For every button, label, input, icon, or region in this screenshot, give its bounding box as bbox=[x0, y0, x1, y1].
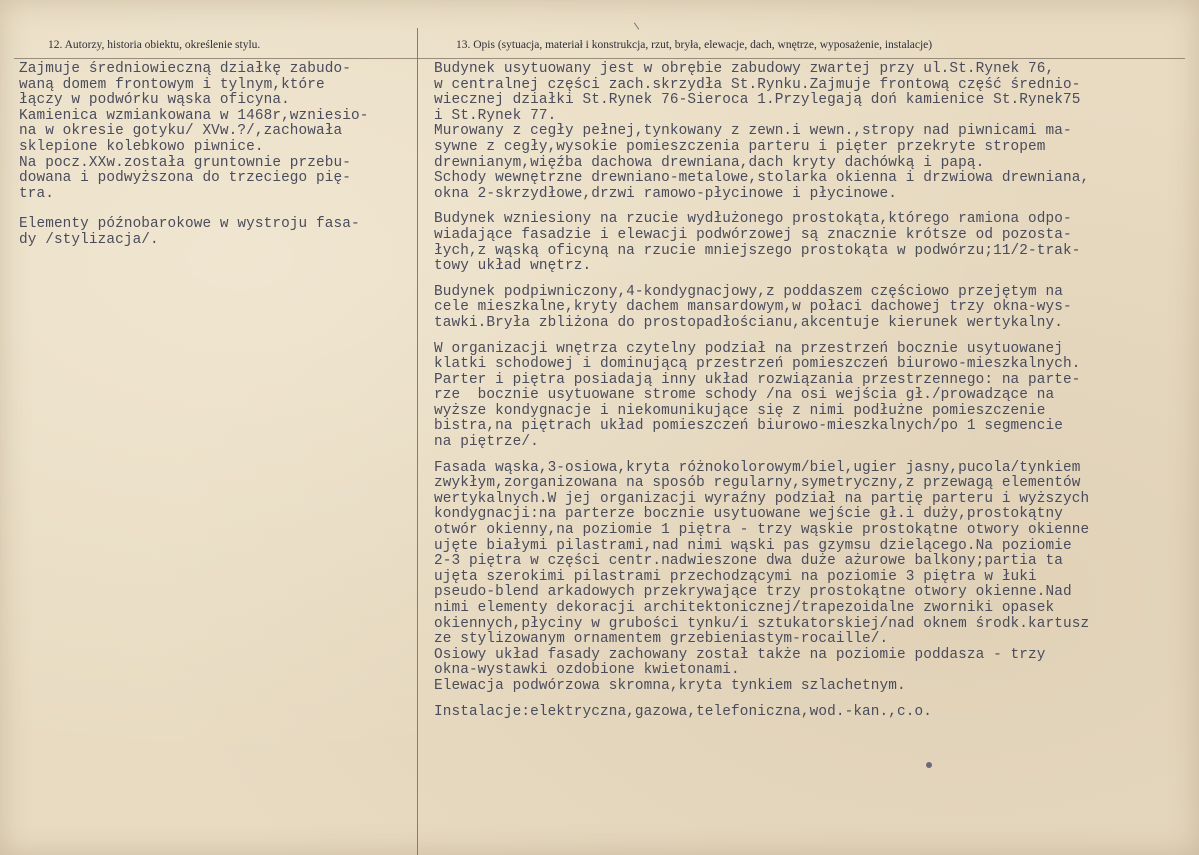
description-column bbox=[434, 62, 1189, 720]
paragraph-gap bbox=[434, 332, 1189, 342]
column-divider bbox=[417, 28, 418, 855]
text-line: i St.Rynek 77. bbox=[434, 107, 557, 124]
paragraph bbox=[434, 342, 1189, 451]
text-line: Na pocz.XXw.została gruntownie przebu- bbox=[19, 154, 351, 171]
text-line: Budynek wzniesiony na rzucie wydłużonego prostokąta,którego ramiona odpo- bbox=[434, 211, 1072, 228]
text-line: ze stylizowanym ornamentem grzebieniastym-rocaille/. bbox=[434, 631, 889, 648]
text-line: Kamienica wzmiankowana w 1468r,wzniesio- bbox=[19, 107, 369, 124]
text-line: Osiowy układ fasady zachowany został także na poziomie poddasza - trzy bbox=[434, 646, 1046, 663]
text-line: na w okresie gotyku/ XVw.?/,zachowała bbox=[19, 123, 343, 140]
text-line: towy układ wnętrz. bbox=[434, 258, 592, 275]
text-line: bistra,na piętrach układ pomieszczeń biurowo-mieszkalnych/po 1 segmencie bbox=[434, 418, 1063, 435]
ink-spot bbox=[926, 762, 932, 768]
text-line: cele mieszkalne,kryty dachem mansardowym,w połaci dachowej trzy okna-wys- bbox=[434, 299, 1072, 316]
text-line: wiadające fasadzie i elewacji podwórzowej są znacznie krótsze od pozosta- bbox=[434, 226, 1072, 243]
text-line: okiennych,płyciny w grubości tynku/i sztukatorskiej/nad oknem środk.kartusz bbox=[434, 615, 1090, 632]
text-line: ujęta szerokimi pilastrami przechodzącymi na poziomie 3 piętra w łuki bbox=[434, 568, 1037, 585]
header-rule bbox=[14, 58, 1185, 59]
section-13-title: 13. Opis (sytuacja, materiał i konstrukcja, rzut, bryła, elewacje, dach, wnętrze, wyposażenie, instalacje) bbox=[456, 39, 933, 51]
history-column bbox=[19, 62, 414, 249]
text-line: wiecznej działki St.Rynek 76-Sieroca 1.Przylegają doń kamienice St.Rynek75 bbox=[434, 92, 1081, 109]
text-line: Fasada wąska,3-osiowa,kryta różnokolorowym/biel,ugier jasny,pucola/tynkiem bbox=[434, 459, 1081, 476]
text-line: okna-wystawki ozdobione kwietonami. bbox=[434, 662, 740, 679]
text-line: dowana i podwyższona do trzeciego pię- bbox=[19, 170, 351, 187]
text-line: rze bocznie usytuowane strome schody /na osi wejścia gł./prowadzące na bbox=[434, 387, 1055, 404]
paragraph bbox=[434, 461, 1189, 695]
text-line: klatki schodowej i dominującą przestrzeń pomieszczeń biurowo-mieszkalnych. bbox=[434, 356, 1081, 373]
text-line: kondygnacji:na parterze bocznie usytuowane wejście gł.i duży,prostokątny bbox=[434, 506, 1063, 523]
section-12-title: 12. Autorzy, historia obiektu, określenie stylu. bbox=[48, 39, 261, 51]
text-line: zwykłym,zorganizowana na sposób regularny,symetryczny,z przewagą elementów bbox=[434, 475, 1081, 492]
text-line: na piętrze/. bbox=[434, 434, 539, 451]
text-line: dy /stylizacja/. bbox=[19, 231, 159, 248]
paragraph bbox=[434, 62, 1189, 202]
text-line: tra. bbox=[19, 185, 54, 202]
text-line: wyższe kondygnacje i niekomunikujące się z nimi podłużne pomieszczenie bbox=[434, 402, 1046, 419]
paragraph bbox=[19, 217, 414, 248]
paragraph bbox=[434, 212, 1189, 274]
text-line: tawki.Bryła zbliżona do prostopadłościanu,akcentuje kierunek wertykalny. bbox=[434, 314, 1063, 331]
text-line: otwór okienny,na poziomie 1 piętra - trzy wąskie prostokątne otwory okienne bbox=[434, 522, 1090, 539]
text-line: Murowany z cegły pełnej,tynkowany z zewn.i wewn.,stropy nad piwnicami ma- bbox=[434, 123, 1072, 140]
text-line: pseudo-blend arkadowych przekrywające trzy prostokątne otwory okienne.Nad bbox=[434, 584, 1072, 601]
text-line: nimi elementy dekoracji architektonicznej/trapezoidalne zworniki opasek bbox=[434, 600, 1055, 616]
text-line: ujęte białymi pilastrami,nad nimi wąski pas gzymsu dzielącego.Na poziomie bbox=[434, 537, 1072, 554]
text-line: w centralnej części zach.skrzydła St.Rynku.Zajmuje frontową część średnio- bbox=[434, 76, 1081, 93]
text-line: sywne z cegły,wysokie pomieszczenia parteru i pięter przekryte stropem bbox=[434, 138, 1046, 155]
text-line: waną domem frontowym i tylnym,które bbox=[19, 76, 325, 93]
text-line: wertykalnych.W jej organizacji wyraźny podział na partię parteru i wyższych bbox=[434, 490, 1090, 507]
text-line: Schody wewnętrzne drewniano-metalowe,stolarka okienna i drzwiowa drewniana, bbox=[434, 170, 1090, 187]
text-line: Instalacje:elektryczna,gazowa,telefoniczna,wod.-kan.,c.o. bbox=[434, 703, 932, 720]
text-line: Elementy późnobarokowe w wystroju fasa- bbox=[19, 216, 360, 233]
text-line: W organizacji wnętrza czytelny podział na przestrzeń bocznie usytuowanej bbox=[434, 340, 1063, 357]
text-line: Zajmuje średniowieczną działkę zabudo- bbox=[19, 61, 351, 77]
paragraph bbox=[434, 285, 1189, 332]
paragraph-gap bbox=[19, 202, 414, 217]
text-line: łych,z wąską oficyną na rzucie mniejszego prostokąta w podwórzu;11/2-trak- bbox=[434, 242, 1081, 259]
text-line: Parter i piętra posiadają inny układ rozwiązania przestrzennego: na parte- bbox=[434, 371, 1081, 388]
text-line: Budynek podpiwniczony,4-kondygnacjowy,z poddaszem częściowo przejętym na bbox=[434, 283, 1063, 300]
text-line: łączy w podwórku wąska oficyna. bbox=[19, 92, 290, 109]
paragraph bbox=[434, 705, 1189, 721]
text-line: Budynek usytuowany jest w obrębie zabudowy zwartej przy ul.St.Rynek 76, bbox=[434, 61, 1055, 77]
text-line: 2-3 piętra w części centr.nadwieszone dwa duże ażurowe balkony;partia ta bbox=[434, 553, 1063, 570]
text-line: drewnianym,więźba dachowa drewniana,dach kryty dachówką i papą. bbox=[434, 154, 985, 171]
paragraph bbox=[19, 62, 414, 202]
text-line: okna 2-skrzydłowe,drzwi ramowo-płycinowe i płycinowe. bbox=[434, 185, 897, 202]
text-line: sklepione kolebkowo piwnice. bbox=[19, 138, 264, 155]
text-line: Elewacja podwórzowa skromna,kryta tynkiem szlachetnym. bbox=[434, 677, 906, 694]
